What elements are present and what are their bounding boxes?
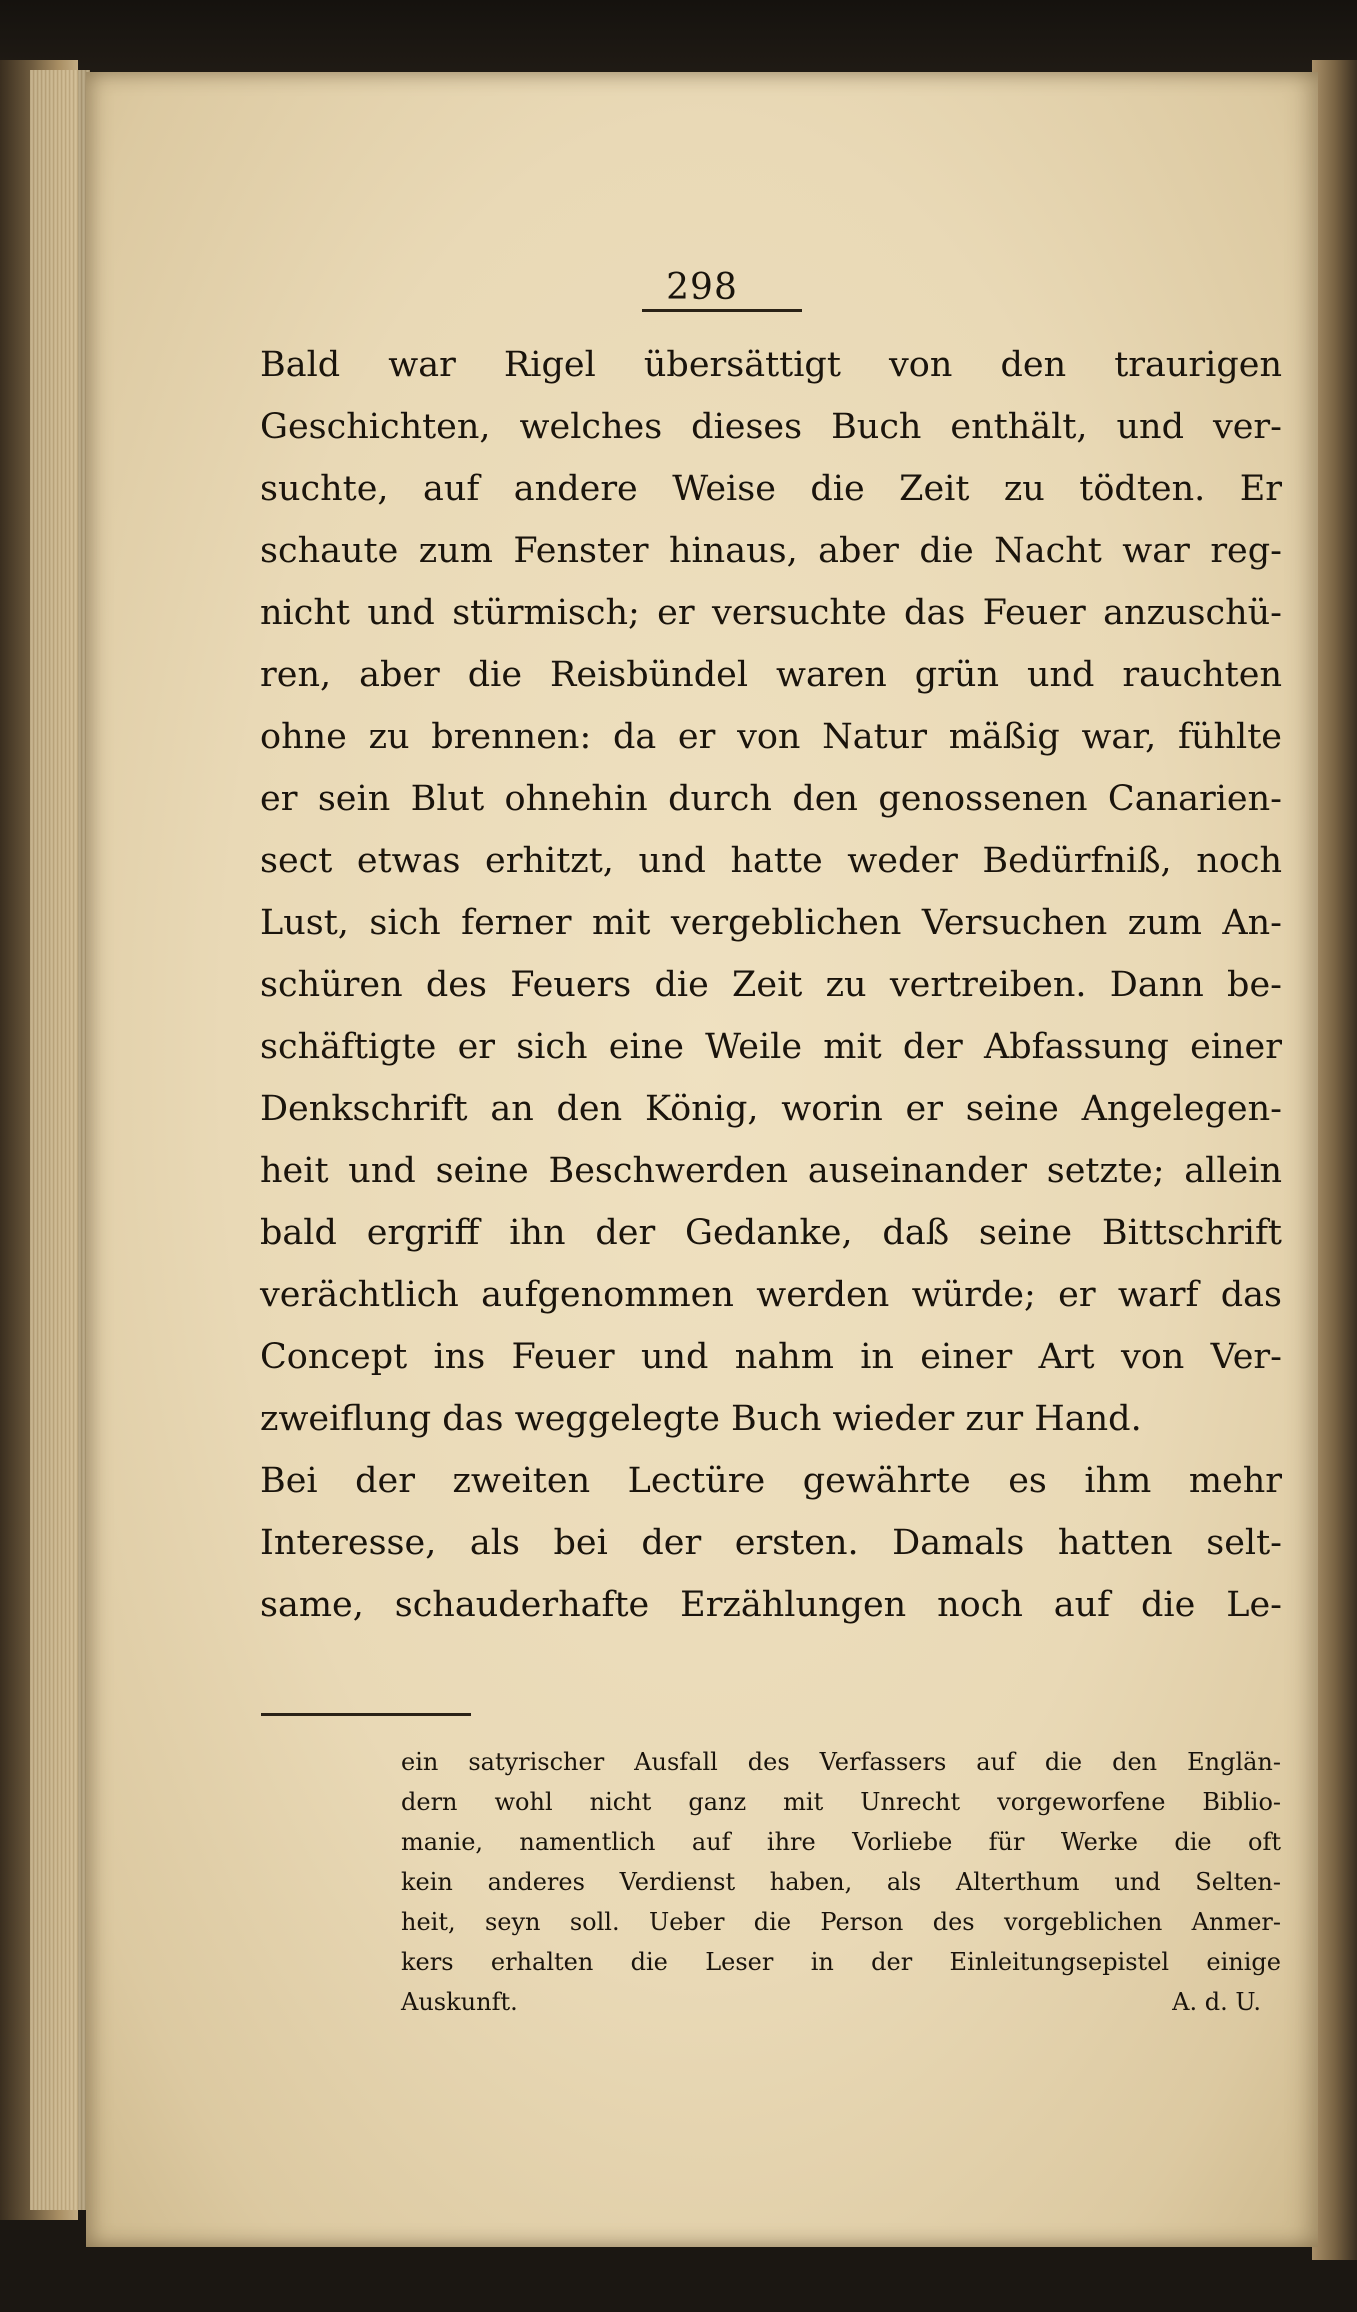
gutter-shadow — [1312, 60, 1357, 2260]
book-page — [86, 72, 1318, 2247]
text-line: schüren des Feuers die Zeit zu vertreiben. Dann be- — [260, 965, 1282, 1005]
footnote-signature: A. d. U. — [1172, 1988, 1261, 2016]
header-rule — [642, 309, 802, 312]
text-line: Bei der zweiten Lectüre gewährte es ihm mehr — [260, 1461, 1282, 1501]
footnote-line: manie, namentlich auf ihre Vorliebe für Werke die oft — [401, 1828, 1281, 1856]
text-line: ohne zu brennen: da er von Natur mäßig war, fühlte — [260, 717, 1282, 757]
text-line: Bald war Rigel übersättigt von den traurigen — [260, 345, 1282, 385]
footnote-line: kein anderes Verdienst haben, als Alterthum und Selten- — [401, 1868, 1281, 1896]
text-line: Lust, sich ferner mit vergeblichen Versuchen zum An- — [260, 903, 1282, 943]
text-line: Interesse, als bei der ersten. Damals hatten selt- — [260, 1523, 1282, 1563]
footnote-last-line — [401, 1982, 1281, 2022]
footnote-line: kers erhalten die Leser in der Einleitungsepistel einige — [401, 1948, 1281, 1976]
page-number: 298 — [666, 267, 738, 308]
footnote — [401, 1742, 1281, 2022]
text-line: bald ergriff ihn der Gedanke, daß seine Bittschrift — [260, 1213, 1282, 1253]
body-text — [260, 334, 1282, 1636]
text-line: er sein Blut ohnehin durch den genossenen Canarien- — [260, 779, 1282, 819]
text-line: Concept ins Feuer und nahm in einer Art von Ver- — [260, 1337, 1282, 1377]
text-line: Denkschrift an den König, worin er seine Angelegen- — [260, 1089, 1282, 1129]
text-line: heit und seine Beschwerden auseinander setzte; allein — [260, 1151, 1282, 1191]
footnote-rule — [261, 1713, 471, 1716]
page-stack-edge — [30, 70, 90, 2210]
text-line: same, schauderhafte Erzählungen noch auf die Le- — [260, 1585, 1282, 1625]
text-line: verächtlich aufgenommen werden würde; er warf das — [260, 1275, 1282, 1315]
footnote-line: heit, seyn soll. Ueber die Person des vorgeblichen Anmer- — [401, 1908, 1281, 1936]
footnote-line: Auskunft. — [401, 1988, 518, 2016]
text-line: suchte, auf andere Weise die Zeit zu tödten. Er — [260, 469, 1282, 509]
text-line: sect etwas erhitzt, und hatte weder Bedürfniß, noch — [260, 841, 1282, 881]
text-line: zweiflung das weggelegte Buch wieder zur Hand. — [260, 1399, 1142, 1439]
text-line: schaute zum Fenster hinaus, aber die Nacht war reg- — [260, 531, 1282, 571]
text-line: Geschichten, welches dieses Buch enthält, und ver- — [260, 407, 1282, 447]
footnote-line: dern wohl nicht ganz mit Unrecht vorgeworfene Biblio- — [401, 1788, 1281, 1816]
text-line: nicht und stürmisch; er versuchte das Feuer anzuschü- — [260, 593, 1282, 633]
footnote-line: ein satyrischer Ausfall des Verfassers auf die den Englän- — [401, 1748, 1281, 1776]
text-line: ren, aber die Reisbündel waren grün und rauchten — [260, 655, 1282, 695]
text-line: schäftigte er sich eine Weile mit der Abfassung einer — [260, 1027, 1282, 1067]
